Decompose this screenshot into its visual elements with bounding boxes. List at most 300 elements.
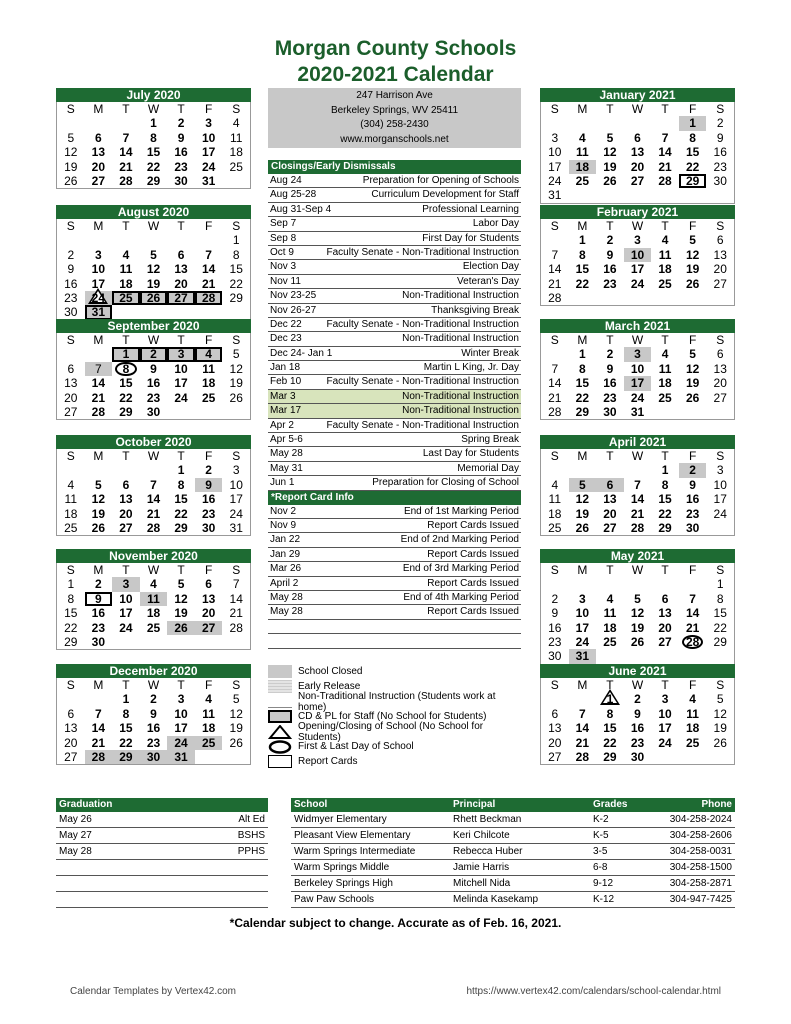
day-cell[interactable]: 4 [606, 591, 614, 606]
day-cell[interactable]: 16 [603, 376, 617, 391]
day-cell[interactable]: 30 [91, 634, 106, 649]
day-cell[interactable]: 9 [551, 606, 559, 621]
day-cell[interactable]: 8 [689, 130, 696, 145]
day-cell[interactable]: 2 [634, 692, 641, 707]
day-cell[interactable]: 27 [548, 749, 562, 764]
day-cell[interactable]: 15 [174, 492, 188, 507]
day-cell[interactable]: 14 [548, 376, 562, 391]
day-cell[interactable]: 19 [146, 276, 161, 291]
day-cell[interactable]: 16 [146, 721, 161, 736]
day-cell[interactable]: 13 [91, 145, 106, 160]
day-cell[interactable]: 27 [64, 749, 78, 764]
day-cell[interactable]: 4 [689, 692, 696, 707]
day-cell[interactable]: 15 [685, 145, 700, 160]
day-cell[interactable]: 22 [119, 390, 133, 405]
day-cell[interactable]: 26 [140, 291, 168, 305]
day-cell[interactable]: 13 [174, 262, 188, 277]
day-cell[interactable]: 24 [548, 173, 562, 188]
day-cell[interactable]: 5 [232, 692, 240, 707]
day-cell[interactable]: 12 [229, 361, 243, 376]
day-cell[interactable]: 22 [174, 506, 188, 521]
day-cell[interactable]: 6 [634, 130, 641, 145]
day-cell[interactable]: 17 [201, 145, 216, 160]
day-cell[interactable]: 4 [551, 477, 559, 492]
day-cell[interactable]: 24 [630, 276, 645, 291]
day-cell[interactable]: 28 [91, 404, 106, 419]
day-cell[interactable]: 21 [91, 390, 106, 405]
day-cell[interactable]: 17 [229, 492, 243, 507]
day-cell[interactable]: 4 [205, 692, 212, 707]
day-cell[interactable]: 1 [579, 233, 586, 248]
day-cell[interactable]: 13 [713, 361, 727, 376]
day-cell[interactable]: 30 [140, 750, 168, 764]
day-cell[interactable]: 29 [713, 634, 727, 649]
day-cell[interactable]: 27 [713, 276, 727, 291]
day-cell[interactable]: 14 [229, 591, 243, 606]
day-cell[interactable]: 20 [201, 606, 216, 621]
day-cell[interactable]: 10 [624, 248, 652, 262]
day-cell[interactable]: 1 [112, 347, 140, 361]
day-cell[interactable]: 31 [630, 404, 645, 419]
day-cell[interactable]: 29 [229, 290, 243, 305]
day-cell[interactable]: 30 [685, 520, 700, 535]
day-cell[interactable]: 9 [150, 706, 157, 721]
day-cell[interactable]: 18 [548, 506, 562, 521]
day-cell[interactable]: 3 [579, 591, 586, 606]
day-cell[interactable]: 10 [91, 262, 106, 277]
day-cell[interactable]: 22 [575, 390, 590, 405]
day-cell[interactable]: 31 [167, 750, 195, 764]
day-cell[interactable]: 20 [603, 506, 617, 521]
day-cell[interactable]: 22 [119, 735, 133, 750]
day-cell[interactable]: 19 [91, 506, 106, 521]
day-cell[interactable]: 6 [67, 706, 75, 721]
day-cell[interactable]: 29 [174, 520, 188, 535]
day-cell[interactable]: 7 [551, 361, 559, 376]
day-cell[interactable]: 5 [95, 477, 102, 492]
day-cell[interactable]: 3 [112, 577, 140, 591]
day-cell[interactable]: 23 [91, 620, 106, 635]
day-cell[interactable]: 20 [630, 159, 645, 174]
day-cell[interactable]: 12 [174, 591, 188, 606]
day-cell[interactable]: 7 [122, 130, 130, 145]
day-cell[interactable]: 15 [119, 376, 133, 391]
day-cell[interactable]: 29 [119, 404, 133, 419]
day-cell[interactable]: 28 [548, 290, 562, 305]
day-cell[interactable]: 20 [713, 376, 727, 391]
day-cell[interactable]: 7 [689, 591, 696, 606]
day-cell[interactable]: 4 [661, 233, 669, 248]
day-cell[interactable]: 19 [64, 159, 78, 174]
day-cell[interactable]: 8 [232, 247, 240, 262]
day-cell[interactable]: 9 [634, 706, 641, 721]
day-cell[interactable]: 16 [174, 145, 188, 160]
day-cell[interactable]: 6 [95, 130, 102, 145]
day-cell[interactable]: 28 [679, 635, 707, 649]
day-cell[interactable]: 13 [64, 376, 78, 391]
day-cell[interactable]: 1 [596, 692, 624, 706]
day-cell[interactable]: 29 [112, 750, 140, 764]
day-cell[interactable]: 30 [201, 520, 216, 535]
day-cell[interactable]: 13 [658, 606, 672, 621]
day-cell[interactable]: 30 [630, 749, 645, 764]
day-cell[interactable]: 25 [201, 390, 216, 405]
day-cell[interactable]: 5 [150, 247, 157, 262]
day-cell[interactable]: 20 [658, 620, 672, 635]
day-cell[interactable]: 19 [174, 606, 188, 621]
day-cell[interactable]: 12 [91, 492, 106, 507]
day-cell[interactable]: 8 [112, 362, 140, 376]
day-cell[interactable]: 23 [174, 159, 188, 174]
day-cell[interactable]: 21 [630, 506, 645, 521]
day-cell[interactable]: 1 [661, 463, 669, 478]
day-cell[interactable]: 20 [174, 276, 188, 291]
day-cell[interactable]: 27 [713, 390, 727, 405]
day-cell[interactable]: 4 [67, 477, 75, 492]
day-cell[interactable]: 26 [630, 634, 645, 649]
day-cell[interactable]: 1 [232, 233, 240, 248]
day-cell[interactable]: 28 [658, 173, 672, 188]
day-cell[interactable]: 14 [658, 145, 672, 160]
day-cell[interactable]: 5 [606, 130, 614, 145]
day-cell[interactable]: 4 [661, 347, 669, 362]
day-cell[interactable]: 22 [229, 276, 243, 291]
day-cell[interactable]: 21 [146, 506, 161, 521]
day-cell[interactable]: 11 [603, 606, 617, 621]
day-cell[interactable]: 11 [140, 592, 168, 606]
day-cell[interactable]: 3 [624, 347, 652, 361]
day-cell[interactable]: 10 [229, 477, 243, 492]
day-cell[interactable]: 19 [630, 620, 645, 635]
day-cell[interactable]: 7 [232, 577, 240, 592]
day-cell[interactable]: 18 [64, 506, 78, 521]
day-cell[interactable]: 1 [177, 463, 185, 478]
day-cell[interactable]: 28 [548, 404, 562, 419]
day-cell[interactable]: 28 [195, 291, 223, 305]
day-cell[interactable]: 25 [575, 173, 590, 188]
day-cell[interactable]: 7 [634, 477, 641, 492]
day-cell[interactable]: 14 [685, 606, 700, 621]
day-cell[interactable]: 19 [685, 376, 700, 391]
day-cell[interactable]: 9 [606, 247, 614, 262]
day-cell[interactable]: 3 [205, 116, 212, 131]
day-cell[interactable]: 8 [150, 130, 157, 145]
day-cell[interactable]: 11 [576, 145, 589, 160]
day-cell[interactable]: 10 [119, 591, 133, 606]
day-cell[interactable]: 23 [603, 276, 617, 291]
day-cell[interactable]: 28 [229, 620, 243, 635]
day-cell[interactable]: 7 [85, 362, 113, 376]
day-cell[interactable]: 23 [713, 159, 727, 174]
day-cell[interactable]: 12 [575, 492, 590, 507]
day-cell[interactable]: 19 [229, 376, 243, 391]
day-cell[interactable]: 18 [569, 160, 597, 174]
day-cell[interactable]: 5 [67, 130, 75, 145]
day-cell[interactable]: 5 [634, 591, 641, 606]
day-cell[interactable]: 28 [146, 520, 161, 535]
day-cell[interactable]: 11 [686, 706, 699, 721]
day-cell[interactable]: 5 [689, 347, 696, 362]
day-cell[interactable]: 23 [64, 290, 78, 305]
day-cell[interactable]: 24 [167, 736, 195, 750]
day-cell[interactable]: 6 [716, 233, 724, 248]
day-cell[interactable]: 7 [205, 247, 212, 262]
day-cell[interactable]: 24 [229, 506, 243, 521]
day-cell[interactable]: 16 [201, 492, 216, 507]
day-cell[interactable]: 29 [603, 749, 617, 764]
day-cell[interactable]: 5 [569, 478, 597, 492]
day-cell[interactable]: 13 [201, 591, 216, 606]
day-cell[interactable]: 17 [713, 492, 727, 507]
day-cell[interactable]: 15 [146, 145, 161, 160]
day-cell[interactable]: 16 [630, 721, 645, 736]
day-cell[interactable]: 29 [679, 174, 707, 188]
day-cell[interactable]: 21 [91, 735, 106, 750]
day-cell[interactable]: 3 [95, 247, 102, 262]
day-cell[interactable]: 10 [713, 477, 727, 492]
day-cell[interactable]: 31 [569, 649, 597, 663]
day-cell[interactable]: 3 [167, 347, 195, 361]
day-cell[interactable]: 16 [64, 276, 78, 291]
day-cell[interactable]: 11 [548, 492, 562, 507]
day-cell[interactable]: 8 [177, 477, 185, 492]
day-cell[interactable]: 26 [91, 520, 106, 535]
day-cell[interactable]: 14 [91, 376, 106, 391]
day-cell[interactable]: 4 [122, 247, 130, 262]
day-cell[interactable]: 6 [177, 247, 185, 262]
footer-url[interactable]: https://www.vertex42.com/calendars/school-calendar.html [466, 986, 721, 997]
day-cell[interactable]: 18 [658, 376, 672, 391]
day-cell[interactable]: 20 [64, 735, 78, 750]
day-cell[interactable]: 11 [658, 247, 672, 262]
day-cell[interactable]: 14 [201, 262, 216, 277]
day-cell[interactable]: 5 [689, 233, 696, 248]
day-cell[interactable]: 30 [174, 173, 188, 188]
day-cell[interactable]: 10 [201, 130, 216, 145]
day-cell[interactable]: 23 [146, 390, 161, 405]
day-cell[interactable]: 24 [85, 291, 113, 305]
day-cell[interactable]: 10 [548, 145, 562, 160]
day-cell[interactable]: 3 [716, 463, 724, 478]
day-cell[interactable]: 19 [229, 721, 243, 736]
day-cell[interactable]: 12 [146, 262, 161, 277]
day-cell[interactable]: 15 [575, 262, 590, 277]
day-cell[interactable]: 22 [64, 620, 78, 635]
day-cell[interactable]: 3 [661, 692, 669, 707]
day-cell[interactable]: 5 [716, 692, 724, 707]
day-cell[interactable]: 3 [232, 463, 240, 478]
footer-credit[interactable]: Calendar Templates by Vertex42.com [70, 986, 237, 997]
day-cell[interactable]: 11 [119, 262, 133, 277]
day-cell[interactable]: 22 [685, 159, 700, 174]
day-cell[interactable]: 14 [119, 145, 133, 160]
day-cell[interactable]: 25 [112, 291, 140, 305]
day-cell[interactable]: 6 [661, 591, 669, 606]
day-cell[interactable]: 16 [548, 620, 562, 635]
day-cell[interactable]: 25 [195, 736, 223, 750]
day-cell[interactable]: 31 [201, 173, 216, 188]
day-cell[interactable]: 13 [548, 721, 562, 736]
day-cell[interactable]: 8 [606, 706, 614, 721]
day-cell[interactable]: 10 [174, 361, 188, 376]
day-cell[interactable]: 1 [716, 577, 724, 592]
day-cell[interactable]: 2 [177, 116, 185, 131]
day-cell[interactable]: 14 [630, 492, 645, 507]
day-cell[interactable]: 19 [685, 262, 700, 277]
day-cell[interactable]: 12 [630, 606, 645, 621]
day-cell[interactable]: 4 [579, 130, 586, 145]
day-cell[interactable]: 26 [685, 276, 700, 291]
day-cell[interactable]: 17 [548, 159, 562, 174]
day-cell[interactable]: 30 [713, 173, 727, 188]
day-cell[interactable]: 17 [624, 376, 652, 390]
day-cell[interactable]: 21 [548, 390, 562, 405]
day-cell[interactable]: 31 [548, 188, 562, 203]
day-cell[interactable]: 1 [67, 577, 75, 592]
day-cell[interactable]: 1 [679, 116, 707, 130]
day-cell[interactable]: 11 [229, 130, 243, 145]
day-cell[interactable]: 20 [119, 506, 133, 521]
day-cell[interactable]: 8 [67, 591, 75, 606]
day-cell[interactable]: 23 [685, 506, 700, 521]
day-cell[interactable]: 15 [64, 606, 78, 621]
day-cell[interactable]: 27 [658, 634, 672, 649]
day-cell[interactable]: 19 [603, 159, 617, 174]
day-cell[interactable]: 17 [575, 620, 590, 635]
day-cell[interactable]: 9 [689, 477, 696, 492]
day-cell[interactable]: 2 [606, 233, 614, 248]
day-cell[interactable]: 27 [630, 173, 645, 188]
day-cell[interactable]: 30 [146, 404, 161, 419]
contact-website[interactable]: www.morganschools.net [340, 133, 449, 145]
day-cell[interactable]: 25 [603, 634, 617, 649]
day-cell[interactable]: 17 [630, 262, 645, 277]
day-cell[interactable]: 2 [679, 463, 707, 477]
day-cell[interactable]: 18 [146, 606, 161, 621]
day-cell[interactable]: 11 [64, 492, 78, 507]
day-cell[interactable]: 24 [201, 159, 216, 174]
day-cell[interactable]: 8 [122, 706, 130, 721]
day-cell[interactable]: 3 [551, 130, 559, 145]
day-cell[interactable]: 30 [603, 404, 617, 419]
day-cell[interactable]: 29 [64, 634, 78, 649]
day-cell[interactable]: 5 [232, 347, 240, 362]
day-cell[interactable]: 20 [548, 735, 562, 750]
day-cell[interactable]: 28 [630, 520, 645, 535]
day-cell[interactable]: 19 [713, 721, 727, 736]
day-cell[interactable]: 2 [606, 347, 614, 362]
day-cell[interactable]: 10 [630, 361, 645, 376]
day-cell[interactable]: 3 [634, 233, 641, 248]
day-cell[interactable]: 12 [229, 706, 243, 721]
day-cell[interactable]: 2 [716, 116, 724, 131]
day-cell[interactable]: 17 [91, 276, 106, 291]
day-cell[interactable]: 1 [150, 116, 157, 131]
day-cell[interactable]: 14 [146, 492, 161, 507]
day-cell[interactable]: 11 [202, 361, 215, 376]
day-cell[interactable]: 21 [229, 606, 243, 621]
day-cell[interactable]: 21 [658, 159, 672, 174]
day-cell[interactable]: 18 [201, 721, 216, 736]
day-cell[interactable]: 22 [603, 735, 617, 750]
day-cell[interactable]: 7 [95, 706, 102, 721]
day-cell[interactable]: 29 [575, 404, 590, 419]
day-cell[interactable]: 12 [64, 145, 78, 160]
day-cell[interactable]: 14 [91, 721, 106, 736]
day-cell[interactable]: 24 [658, 735, 672, 750]
day-cell[interactable]: 23 [201, 506, 216, 521]
day-cell[interactable]: 26 [229, 735, 243, 750]
day-cell[interactable]: 25 [548, 520, 562, 535]
day-cell[interactable]: 12 [603, 145, 617, 160]
day-cell[interactable]: 21 [119, 159, 133, 174]
day-cell[interactable]: 12 [713, 706, 727, 721]
day-cell[interactable]: 21 [685, 620, 700, 635]
day-cell[interactable]: 2 [205, 463, 212, 478]
day-cell[interactable]: 26 [229, 390, 243, 405]
day-cell[interactable]: 9 [150, 361, 157, 376]
day-cell[interactable]: 1 [122, 692, 130, 707]
day-cell[interactable]: 25 [685, 735, 700, 750]
day-cell[interactable]: 2 [140, 347, 168, 361]
day-cell[interactable]: 26 [713, 735, 727, 750]
day-cell[interactable]: 11 [658, 361, 672, 376]
day-cell[interactable]: 9 [177, 130, 185, 145]
day-cell[interactable]: 14 [575, 721, 590, 736]
day-cell[interactable]: 16 [713, 145, 727, 160]
day-cell[interactable]: 27 [91, 173, 106, 188]
day-cell[interactable]: 25 [146, 620, 161, 635]
day-cell[interactable]: 26 [685, 390, 700, 405]
day-cell[interactable]: 19 [575, 506, 590, 521]
day-cell[interactable]: 13 [603, 492, 617, 507]
day-cell[interactable]: 23 [548, 634, 562, 649]
day-cell[interactable]: 6 [67, 361, 75, 376]
day-cell[interactable]: 15 [603, 721, 617, 736]
day-cell[interactable]: 21 [575, 735, 590, 750]
day-cell[interactable]: 22 [146, 159, 161, 174]
day-cell[interactable]: 8 [579, 247, 586, 262]
day-cell[interactable]: 23 [603, 390, 617, 405]
day-cell[interactable]: 9 [606, 361, 614, 376]
day-cell[interactable]: 25 [658, 276, 672, 291]
day-cell[interactable]: 8 [661, 477, 669, 492]
day-cell[interactable]: 28 [575, 749, 590, 764]
day-cell[interactable]: 24 [575, 634, 590, 649]
day-cell[interactable]: 7 [551, 247, 559, 262]
day-cell[interactable]: 15 [658, 492, 672, 507]
day-cell[interactable]: 24 [630, 390, 645, 405]
day-cell[interactable]: 27 [195, 621, 223, 635]
day-cell[interactable]: 5 [177, 577, 185, 592]
day-cell[interactable]: 12 [685, 247, 700, 262]
day-cell[interactable]: 20 [91, 159, 106, 174]
day-cell[interactable]: 8 [716, 591, 724, 606]
day-cell[interactable]: 24 [713, 506, 727, 521]
day-cell[interactable]: 24 [119, 620, 133, 635]
day-cell[interactable]: 1 [579, 347, 586, 362]
day-cell[interactable]: 25 [64, 520, 78, 535]
day-cell[interactable]: 29 [146, 173, 161, 188]
day-cell[interactable]: 27 [119, 520, 133, 535]
day-cell[interactable]: 26 [64, 173, 78, 188]
day-cell[interactable]: 9 [716, 130, 724, 145]
day-cell[interactable]: 28 [85, 750, 113, 764]
day-cell[interactable]: 25 [229, 159, 243, 174]
day-cell[interactable]: 6 [205, 577, 212, 592]
day-cell[interactable]: 6 [122, 477, 130, 492]
day-cell[interactable]: 18 [658, 262, 672, 277]
